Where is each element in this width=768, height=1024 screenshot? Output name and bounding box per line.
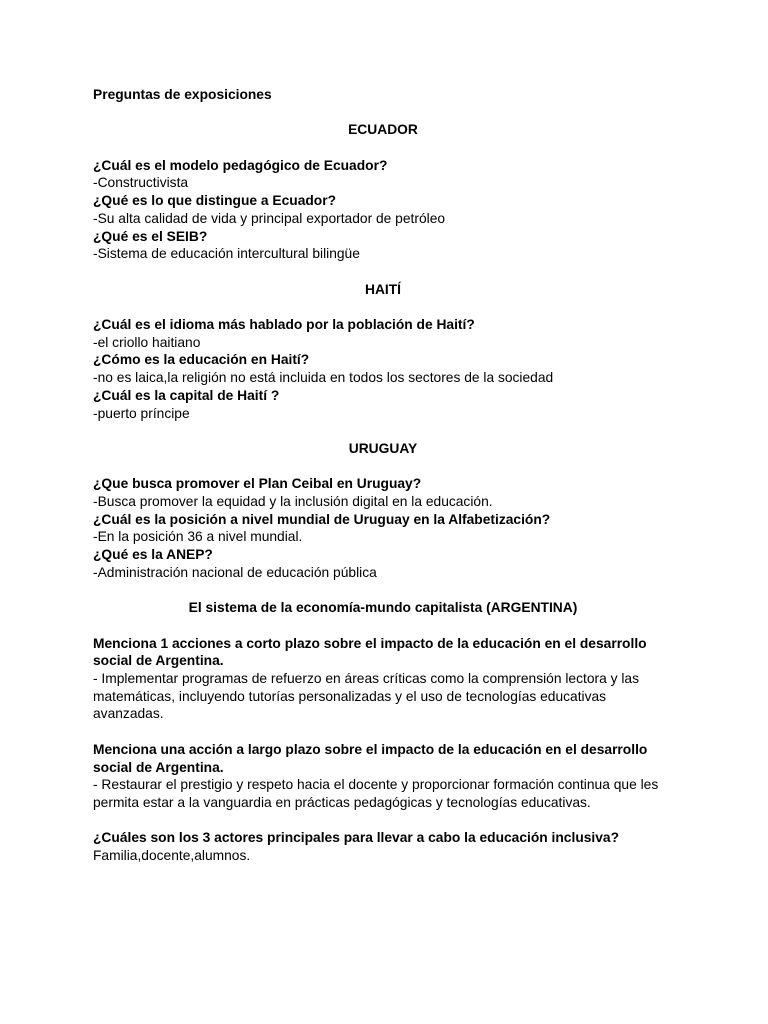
question: ¿Cuál es el idioma más hablado por la población de Haití? bbox=[93, 317, 475, 333]
answer: -Constructivista bbox=[93, 175, 189, 191]
section-heading-haiti: HAITÍ bbox=[364, 281, 402, 297]
answer: -no es laica,la religión no está incluida en todos los sectores de la sociedad bbox=[93, 370, 554, 386]
answer-line: permita estar a la vanguardia en prácticas pedagógicas y tecnologías educativas. bbox=[93, 794, 591, 810]
answer: -En la posición 36 a nivel mundial. bbox=[93, 529, 303, 545]
section-heading-ecuador: ECUADOR bbox=[348, 122, 418, 138]
document-body bbox=[93, 86, 683, 865]
question: ¿Qué es la ANEP? bbox=[93, 547, 213, 563]
question-line: Menciona una acción a largo plazo sobre el impacto de la educación en el desarrollo bbox=[93, 741, 648, 757]
answer: -Administración nacional de educación pública bbox=[93, 564, 377, 580]
question: ¿Cuál es el modelo pedagógico de Ecuador? bbox=[93, 157, 388, 173]
section-heading-argentina: El sistema de la economía-mundo capitalista (ARGENTINA) bbox=[188, 600, 578, 616]
question: ¿Cómo es la educación en Haití? bbox=[93, 352, 310, 368]
answer-line: - Restaurar el prestigio y respeto hacia el docente y proporcionar formación continua que les bbox=[93, 777, 659, 793]
question-line: Menciona 1 acciones a corto plazo sobre el impacto de la educación en el desarrollo bbox=[93, 635, 647, 651]
question: ¿Cuáles son los 3 actores principales para llevar a cabo la educación inclusiva? bbox=[93, 830, 620, 846]
question: ¿Qué es el SEIB? bbox=[93, 228, 208, 244]
question: ¿Cuál es la posición a nivel mundial de Uruguay en la Alfabetización? bbox=[93, 511, 551, 527]
answer: -Su alta calidad de vida y principal exportador de petróleo bbox=[93, 210, 446, 226]
question: ¿Qué es lo que distingue a Ecuador? bbox=[93, 193, 337, 209]
question-line: social de Argentina. bbox=[93, 759, 224, 775]
answer: -Sistema de educación intercultural bilingüe bbox=[93, 246, 360, 262]
section-heading-uruguay: URUGUAY bbox=[348, 440, 418, 456]
answer: Familia,docente,alumnos. bbox=[93, 848, 251, 864]
question-line: social de Argentina. bbox=[93, 653, 224, 669]
answer-line: - Implementar programas de refuerzo en áreas críticas como la comprensión lectora y las bbox=[93, 671, 639, 687]
answer-line: matemáticas, incluyendo tutorías personalizadas y el uso de tecnologías educativas bbox=[93, 688, 607, 704]
question: ¿Cuál es la capital de Haití ? bbox=[93, 387, 280, 403]
answer: -el criollo haitiano bbox=[93, 334, 201, 350]
question: ¿Que busca promover el Plan Ceibal en Uruguay? bbox=[93, 476, 422, 492]
answer: -Busca promover la equidad y la inclusión digital en la educación. bbox=[93, 494, 493, 510]
document-title: Preguntas de exposiciones bbox=[93, 87, 272, 102]
answer: -puerto príncipe bbox=[93, 405, 190, 421]
answer-line: avanzadas. bbox=[93, 706, 164, 722]
